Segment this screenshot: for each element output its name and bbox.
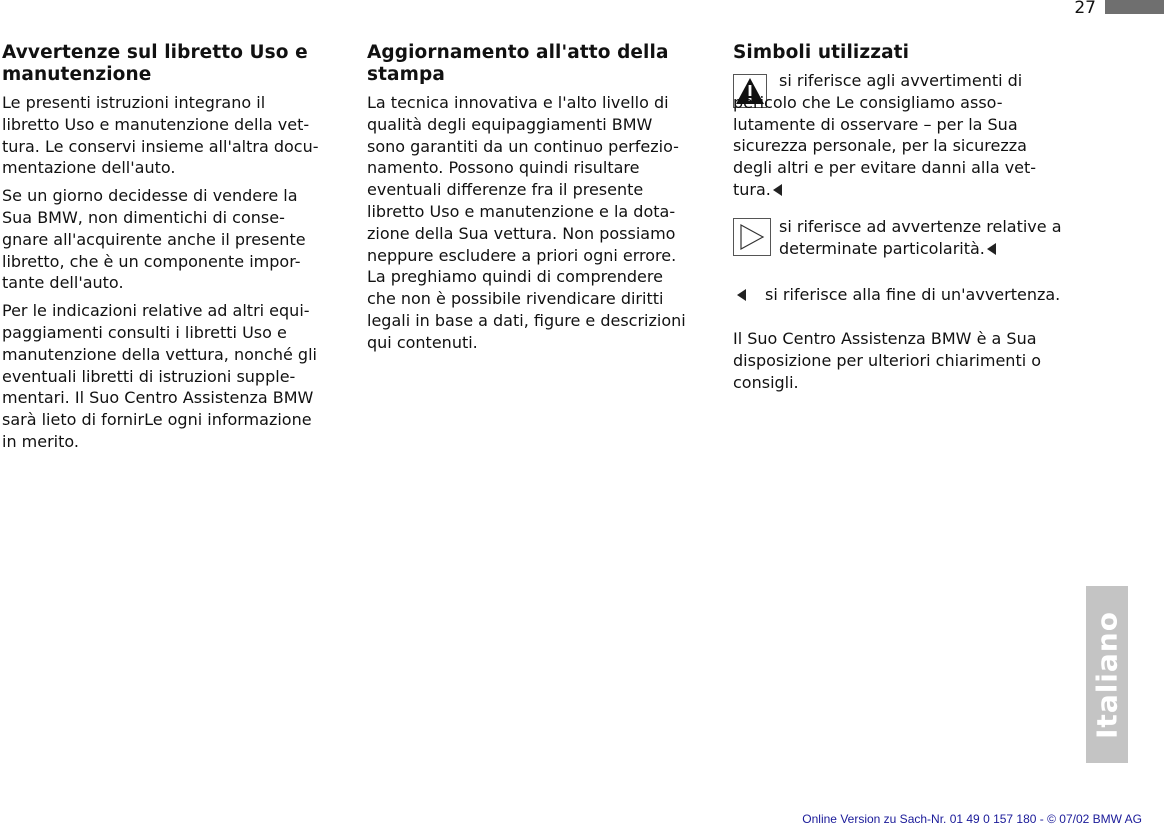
symbol-description: si riferisce ad avvertenze relative a determinate particolarità. bbox=[779, 217, 1062, 258]
symbol-description: si riferisce agli avvertimenti di pericolo che Le consigliamo asso- lutamente di osservare – per la Sua sicurezza personale, per la sicurezza degli altri e per evitare danni alla vet- tura. bbox=[733, 71, 1037, 199]
language-tab bbox=[1086, 586, 1128, 763]
paragraph: Le presenti istruzioni integrano il libretto Uso e manutenzione della vet- tura. Le conservi insieme all'altra docu- mentazione dell'auto. bbox=[2, 93, 319, 178]
section-heading: Simboli utilizzati bbox=[733, 42, 910, 63]
symbol-description: si riferisce alla fine di un'avvertenza. bbox=[765, 285, 1061, 304]
footer-note: Online Version zu Sach-Nr. 01 49 0 157 180 - © 07/02 BMW AG bbox=[802, 812, 1142, 826]
section-heading: Aggiornamento all'atto della stampa bbox=[367, 42, 669, 85]
section-print-update bbox=[367, 42, 717, 360]
end-of-warning-marker-icon bbox=[773, 184, 782, 196]
end-of-warning-marker-icon bbox=[737, 289, 746, 301]
end-of-warning-marker-icon bbox=[987, 243, 996, 255]
language-tab-label: Italiano bbox=[1090, 610, 1124, 739]
symbol-warning-entry bbox=[733, 70, 1093, 200]
symbol-note-entry bbox=[733, 216, 1093, 274]
paragraph: Se un giorno decidesse di vendere la Sua BMW, non dimentichi di conse- gnare all'acquirente anche il presente libretto, che è un componente impor- tante dell'auto. bbox=[2, 186, 306, 293]
section-heading: Avvertenze sul libretto Uso e manutenzione bbox=[2, 42, 308, 85]
paragraph: Per le indicazioni relative ad altri equi- paggiamenti consulti i libretti Uso e manutenzione della vettura, nonché gli eventuali libretti di istruzioni supple- mentari. Il Suo Centro Assistenza BMW sarà lieto di fornirLe ogni informazione in merito. bbox=[2, 301, 317, 451]
section-symbols bbox=[733, 42, 1093, 399]
symbol-end-entry bbox=[733, 284, 1093, 306]
note-arrow-icon bbox=[733, 218, 767, 252]
section-manual-notes bbox=[2, 42, 354, 459]
page-number-bar bbox=[1105, 0, 1164, 14]
closing-paragraph: Il Suo Centro Assistenza BMW è a Sua disposizione per ulteriori chiarimenti o consigli. bbox=[733, 329, 1042, 392]
page-number: 27 bbox=[1074, 0, 1096, 18]
paragraph: La tecnica innovativa e l'alto livello di qualità degli equipaggiamenti BMW sono garantiti da un continuo perfezio- namento. Possono quindi risultare eventuali differenze fra il presente libretto Uso e manutenzione e la dota- zione della Sua vettura. Non possiamo neppure escludere a priori ogni errore. La preghiamo quindi di comprendere che non è possibile rivendicare diritti legali in base a dati, figure e descrizioni qui contenuti. bbox=[367, 93, 686, 352]
